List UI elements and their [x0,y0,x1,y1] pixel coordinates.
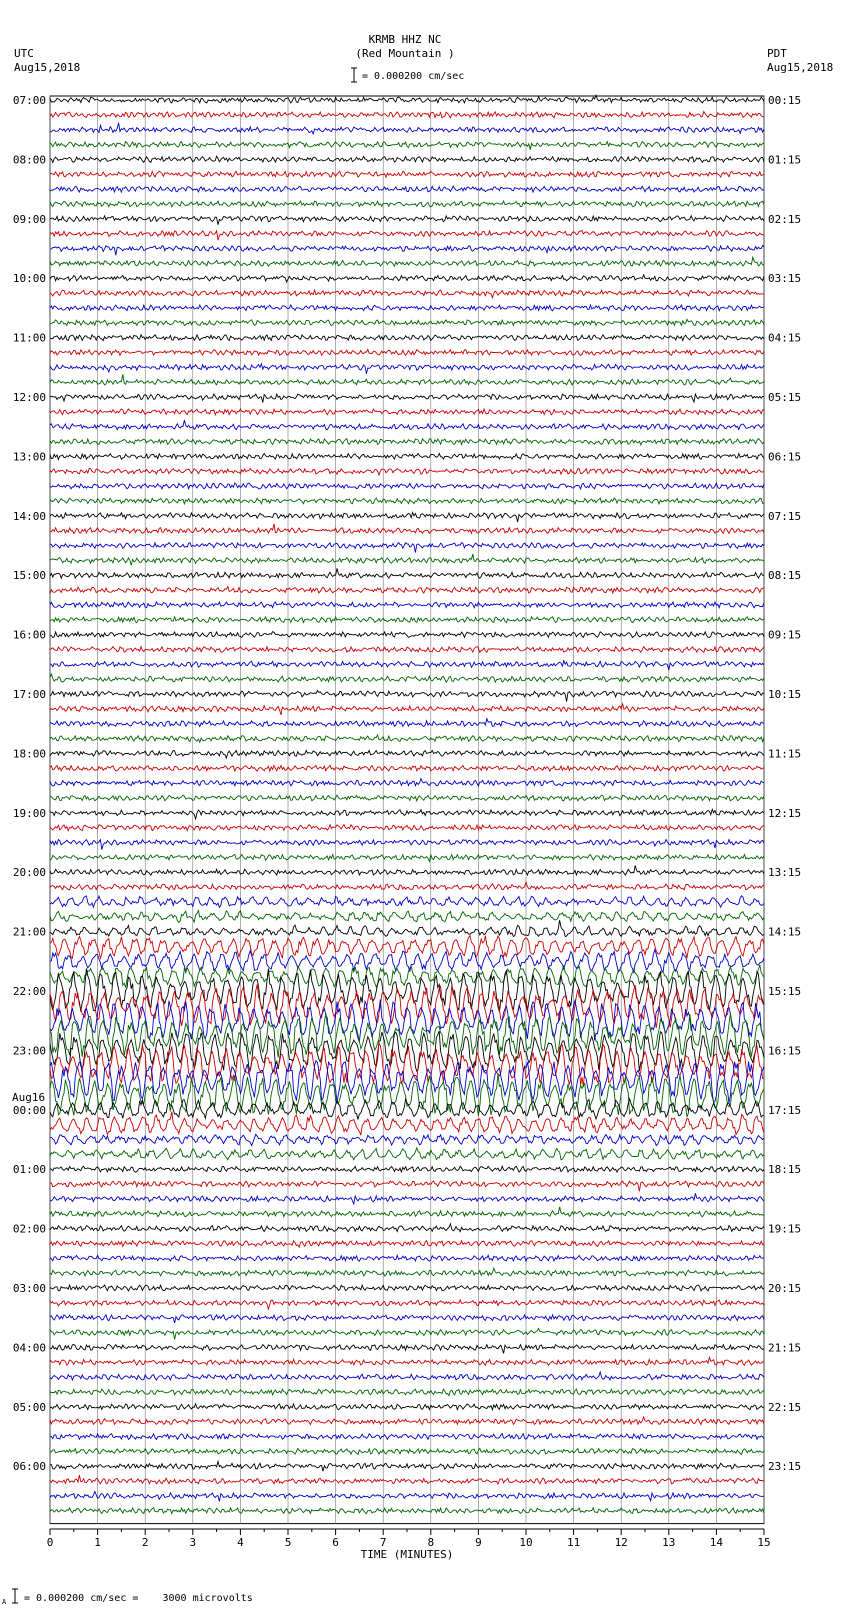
seismic-trace [50,809,764,819]
seismic-trace [50,1475,764,1484]
utc-hour-label: 07:00 [12,94,46,107]
x-tick-label: 0 [46,1536,54,1549]
seismic-trace [50,1508,764,1514]
pdt-hour-label: 11:15 [768,747,802,761]
footer-scale-bar-icon [12,1589,18,1603]
pdt-hour-label: 13:15 [768,866,802,880]
seismic-trace [50,123,764,134]
left-timezone: UTC [14,47,34,60]
seismic-trace [50,186,764,192]
x-axis-title: TIME (MINUTES) [360,1548,454,1561]
seismic-trace [50,647,764,653]
seismic-trace [50,1181,764,1192]
utc-hour-label: 17:00 [12,688,46,701]
seismic-trace [50,1448,764,1454]
seismic-trace [50,1255,764,1261]
utc-hour-label: 14:00 [12,509,46,523]
utc-hour-label: 11:00 [12,331,46,345]
seismic-trace [50,439,764,445]
utc-hour-label: 00:00 [12,1103,46,1117]
seismic-trace [50,855,764,862]
x-tick-label: 15 [757,1536,771,1549]
utc-hour-label: 20:00 [12,866,46,880]
x-tick-label: 11 [566,1536,581,1549]
seismic-trace [50,1461,764,1471]
pdt-hour-label: 23:15 [768,1460,802,1474]
seismic-trace [50,420,764,430]
utc-hour-label: 01:00 [12,1163,46,1177]
seismic-trace [50,1404,764,1410]
seismic-trace [50,454,764,460]
seismic-trace [50,632,764,638]
pdt-hour-label: 21:15 [768,1341,802,1355]
seismic-trace [50,602,764,608]
scale-label: = 0.000200 cm/sec [362,71,465,82]
seismic-trace [50,230,764,240]
seismic-trace [50,1073,764,1117]
pdt-hour-label: 08:15 [768,569,802,583]
seismic-trace [50,1112,764,1136]
utc-hour-label: 22:00 [12,985,46,998]
seismic-trace [50,1224,764,1232]
seismic-trace [50,719,764,727]
station-title: KRMB HHZ NC [368,33,442,46]
seismic-trace [50,394,764,403]
seismic-trace [50,674,764,682]
seismic-trace [50,1031,764,1071]
pdt-hour-label: 06:15 [768,450,802,464]
x-tick-label: 14 [709,1536,724,1549]
seismic-trace [50,275,764,282]
seismic-trace [50,171,764,177]
seismic-trace [50,1166,764,1172]
x-tick-label: 4 [237,1536,244,1549]
seismic-trace [50,1315,764,1323]
x-tick-label: 12 [614,1536,628,1549]
seismic-trace [50,1372,764,1380]
seismic-trace [50,290,764,298]
seismic-trace [50,498,764,504]
pdt-hour-label: 17:15 [768,1103,802,1117]
seismic-trace [50,483,764,489]
seismic-trace [50,920,764,936]
x-tick-label: 3 [189,1536,197,1549]
pdt-hour-label: 02:15 [768,212,802,226]
seismic-trace [50,1344,764,1353]
utc-hour-label: 21:00 [12,925,46,939]
seismic-trace [50,543,764,553]
utc-hour-label: 23:00 [12,1044,46,1058]
x-tick-label: 1 [94,1536,101,1549]
pdt-hour-label: 16:15 [768,1044,802,1058]
seismic-trace [50,156,764,162]
pdt-hour-label: 00:15 [768,94,802,107]
seismic-trace [50,825,764,831]
seismic-trace [50,257,764,266]
pdt-hour-label: 15:15 [768,985,802,998]
seismic-trace [50,1357,764,1365]
x-tick-label: 10 [519,1536,533,1549]
pdt-hour-label: 07:15 [768,509,802,523]
plot-frame [50,96,764,1524]
utc-hour-label: 08:00 [12,153,46,167]
utc-hour-label: 02:00 [12,1222,46,1236]
x-tick-label: 5 [284,1536,292,1549]
seismic-trace [50,142,764,150]
x-tick-label: 6 [332,1536,339,1549]
seismic-trace [50,1134,764,1145]
x-tick-label: 7 [379,1536,387,1549]
seismic-trace [50,1148,764,1160]
seismic-trace [50,1268,764,1276]
left-date: Aug15,2018 [14,61,81,74]
seismic-trace [50,882,764,890]
utc-hour-label: 13:00 [12,450,46,464]
seismic-trace [50,735,764,742]
seismic-trace [50,1491,764,1501]
seismic-trace [50,216,764,225]
seismic-trace [50,1193,764,1204]
utc-hour-label: 09:00 [12,212,46,226]
pdt-hour-label: 22:15 [768,1400,802,1414]
seismic-trace [50,319,764,325]
utc-hour-label: 16:00 [12,628,46,642]
x-tick-label: 13 [662,1536,676,1549]
seismic-trace [50,910,764,922]
seismic-trace [50,1241,764,1248]
seismic-trace [50,1417,764,1424]
seismic-trace [50,350,764,356]
seismic-trace [50,751,764,759]
seismic-trace [50,468,764,475]
seismic-trace [50,795,764,801]
date-break-label: Aug16 [12,1090,46,1104]
seismic-trace [50,617,764,623]
right-date: Aug15,2018 [767,61,834,74]
seismic-trace [50,661,764,671]
seismic-trace [50,587,764,594]
seismic-trace [50,1285,764,1291]
footer-scale-label: = 0.000200 cm/sec = 3000 microvolts [24,1593,253,1604]
pdt-hour-label: 09:15 [768,628,802,642]
utc-hour-label: 05:00 [12,1400,46,1414]
seismic-trace [50,364,764,374]
pdt-hour-label: 19:15 [768,1222,802,1236]
pdt-hour-label: 10:15 [768,688,802,701]
utc-hour-label: 03:00 [12,1282,46,1295]
seismic-trace [50,568,764,578]
utc-hour-label: 06:00 [12,1460,46,1474]
seismic-trace [50,1207,764,1217]
seismic-trace [50,374,764,385]
seismic-trace [50,765,764,771]
seismic-trace [50,512,764,522]
seismic-trace [50,840,764,850]
utc-hour-label: 04:00 [12,1341,46,1355]
pdt-hour-label: 03:15 [768,272,802,286]
pdt-hour-label: 12:15 [768,806,802,820]
seismic-trace [50,554,764,565]
utc-hour-label: 18:00 [12,747,46,761]
seismic-trace [50,704,764,715]
utc-hour-label: 15:00 [12,569,46,583]
seismic-trace [50,524,764,534]
seismic-trace [50,1434,764,1440]
pdt-hour-label: 05:15 [768,391,802,404]
x-tick-label: 8 [427,1536,435,1549]
utc-hour-label: 10:00 [12,272,46,286]
pdt-hour-label: 20:15 [768,1282,802,1295]
seismic-trace [50,1389,764,1396]
seismic-trace [50,201,764,207]
scale-bar-icon [351,68,357,82]
pdt-hour-label: 14:15 [768,925,802,939]
utc-hour-label: 19:00 [12,806,46,820]
pdt-hour-label: 01:15 [768,153,802,167]
seismic-trace [50,779,764,787]
pdt-hour-label: 04:15 [768,331,802,345]
seismic-trace [50,112,764,118]
seismic-trace [50,1300,764,1310]
station-location: (Red Mountain ) [355,47,455,60]
utc-hour-label: 12:00 [12,391,46,404]
x-tick-label: 2 [141,1536,149,1549]
right-timezone: PDT [767,47,787,60]
seismic-trace [50,409,764,415]
seismic-trace [50,866,764,876]
seismic-trace [50,335,764,341]
seismic-trace [50,1328,764,1339]
seismic-trace [50,305,764,311]
seismic-trace [50,691,764,702]
x-tick-label: 9 [475,1536,482,1549]
seismic-trace [50,896,764,908]
footer-marker: A [2,1598,7,1606]
seismic-trace [50,246,764,256]
pdt-hour-label: 18:15 [768,1163,802,1177]
